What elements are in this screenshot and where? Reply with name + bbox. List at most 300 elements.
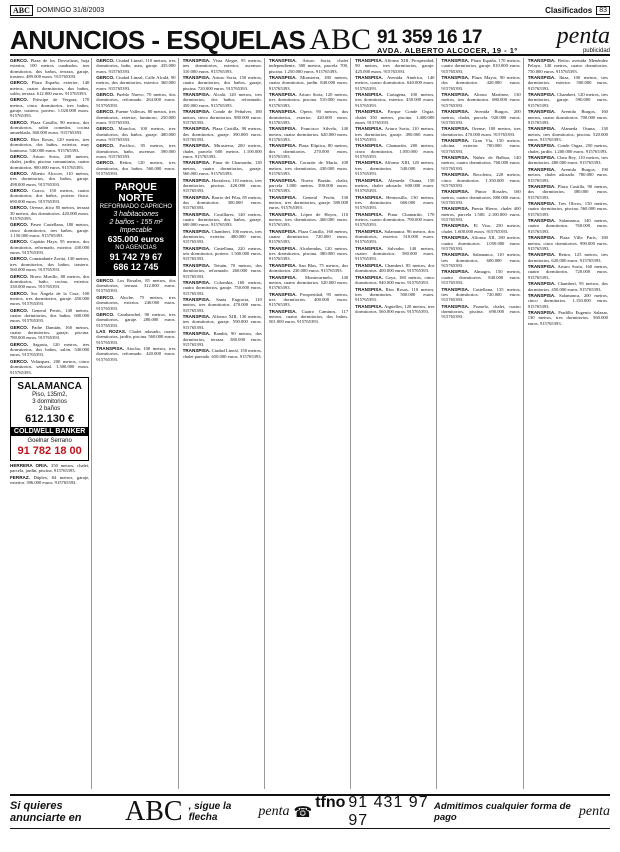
ad-keyword: TRANSPISA. (527, 166, 556, 172)
classified-column (10, 58, 92, 789)
ad-text: Chamartín, 200 metros, cinco dormitorios. 1.050.000 euros. 915765393. (355, 143, 435, 159)
ad-text: Arturo Soria, 120 metros, tres dormitorios, piscina. 510.000 euros. 915765393. (268, 92, 349, 108)
classified-ad (269, 126, 348, 142)
agency-name: penta (556, 23, 610, 49)
ad-text: Salamanca, 110 metros, tres dormitorios. 600.000 euros. 915765393. (441, 252, 521, 268)
classified-ad (96, 312, 175, 328)
classified-ad (96, 278, 175, 294)
footer-agency-logo: penta (258, 804, 290, 819)
page-number: 83 (596, 6, 610, 15)
ad-text: Orense, 100 metros, tres dormitorios. 470.000 euros. 915765393. (441, 126, 521, 137)
classified-ad (183, 92, 262, 108)
classified-ad (528, 109, 608, 125)
footer-abc-logo: ABC (124, 796, 183, 827)
ad-keyword: GERCO. (10, 324, 29, 330)
ad-text: Goya, 180 metros, cinco dormitorios. 940.000 euros. 915765393. (355, 274, 435, 286)
classified-ad (10, 154, 89, 170)
classified-ad (269, 229, 348, 245)
classified-ad (269, 212, 348, 228)
ad-keyword: TRANSPISA. (527, 143, 556, 149)
classified-column (96, 58, 178, 789)
classified-ad (96, 295, 175, 311)
ad-keyword: TRANSPISA. (527, 201, 556, 207)
classified-column (355, 58, 437, 789)
ad-text: Pueblo Nuevo, 70 metros, dos dormitorios, reformado. 264.000 euros. 915765393. (96, 92, 176, 108)
classified-ad (269, 263, 348, 274)
ad-keyword: TRANSPISA. (527, 126, 556, 132)
classified-ad (183, 195, 262, 211)
ad-keyword: GERCO. (96, 92, 115, 98)
ad-text: Cuatro Caminos, 117 metros, cuatro dormitorios, dos baños. 501.000 euros. 915765393. (268, 308, 349, 325)
display-ad-line: PARQUE NORTE (114, 182, 157, 205)
classified-ad (96, 160, 175, 176)
classified-ad (183, 263, 262, 279)
ad-text: Mirasierra, 200 metros, chalet, parcela 600 metros. 1.100.000 euros. 915765393. (182, 143, 262, 159)
ad-text: Plaza Castilla, 90 metros, dos dormitorios, salón comedor, cocina amueblada, 360.000 euros. 915765393. (10, 119, 90, 136)
ad-text: Alameda Osuna, 130 metros, tres dormitorios, piscina. 520.000 euros. 915765393. (527, 126, 608, 142)
classified-ad (441, 235, 520, 251)
ad-text: Pozuelo, chalet, cuatro dormitorios, piscina. 690.000 euros. 915765393. (441, 303, 521, 320)
classified-ad (10, 342, 89, 358)
ad-keyword: TRANSPISA. (268, 228, 297, 234)
ad-keyword: TRANSPISA. (441, 286, 470, 292)
classified-ad (528, 218, 608, 234)
masthead (10, 18, 610, 56)
ad-text: Bambú, 90 metros, dos dormitorios, terraza. 380.000 euros. 915765393. (182, 331, 262, 347)
ad-text: Núñez de Balboa, 140 metros, cuatro dormitorios. 760.000 euros. 915765393. (441, 155, 521, 171)
classified-ad (269, 178, 348, 194)
ad-keyword: TRANSPISA. (182, 314, 211, 320)
ad-keyword: GERCO. (96, 160, 115, 166)
ad-keyword: TRANSPISA. (268, 160, 297, 166)
abc-logo: ABC (309, 23, 371, 56)
footer-arrow-text: , sigue la flecha (188, 801, 232, 823)
ad-text: Tetuán, 70 metros, dos dormitorios, reformado. 260.000 euros. 915765393. (182, 262, 262, 279)
ad-keyword: TRANSPISA. (441, 92, 470, 98)
ad-keyword: GERCO. (96, 312, 115, 318)
ad-keyword: GERCO. (10, 136, 29, 142)
ad-keyword: HERRERA ORIA. (10, 462, 49, 468)
display-ad-line: Impecable (119, 227, 153, 235)
ad-text: Puerta Hierro, chalet 400 metros, parcela 1.500. 2.100.000 euros. 915765393. (441, 206, 521, 222)
ad-keyword: TRANSPISA. (182, 75, 211, 81)
ad-keyword: TRANSPISA. (441, 223, 470, 229)
ad-text: Tres Olivos, 150 metros, cuatro dormitorios, piscina. 560.000 euros. 915765393. (527, 201, 608, 217)
ad-text: Barrio del Pilar, 85 metros, dos dormitorios. 300.000 euros. 915765393. (182, 194, 262, 211)
classified-ad (10, 137, 89, 153)
ad-keyword: GERCO. (10, 188, 29, 194)
classified-ad (269, 143, 348, 159)
ad-text: Plaza Elíptica, 80 metros, dos dormitorios. 270.000 euros. 915765393. (268, 143, 349, 159)
classified-ad (183, 178, 262, 194)
ad-text: Retiro, 125 metros, tres dormitorios. 620.000 euros. 915765393. (527, 252, 608, 263)
ad-keyword: TRANSPISA. (527, 252, 556, 258)
classified-ad (441, 269, 520, 285)
top-strip-right (545, 6, 610, 15)
ad-keyword: GERCO. (96, 75, 115, 81)
classified-ad (441, 287, 520, 303)
ad-keyword: TRANSPISA. (182, 177, 211, 183)
classified-ad (10, 291, 89, 307)
ad-text: Mirasierra, 180 metros, cuatro dormitorios, jardín. 840.000 euros. 915765393. (268, 75, 349, 91)
classified-ad (441, 58, 520, 74)
classified-ad (96, 143, 175, 159)
ad-text: Velázquez, 200 metros, cinco dormitorios, señorial. 1.300.000 euros. 915765393. (10, 358, 90, 375)
ad-keyword: LAS ROZAS. (96, 329, 127, 335)
ad-text: Alberto Alcocer, 110 metros, tres dormitorios, dos baños, garaje. 498.000 euros. 915765393. (10, 171, 90, 187)
classified-ad (441, 92, 520, 108)
ad-text: Corazón de María, 100 metros, tres dormitorios. 430.000 euros. 915765393. (268, 160, 349, 177)
ad-keyword: TRANSPISA. (355, 126, 383, 132)
classified-ad (10, 205, 89, 221)
display-ad-line: Piso, 135m2, (32, 391, 68, 398)
ad-text: Retiro, 120 metros, tres dormitorios, dos baños. 560.000 euros. 915765393. (96, 160, 176, 177)
classified-ad (528, 75, 608, 91)
contact-block (377, 28, 518, 55)
ad-keyword: GERCO. (96, 277, 115, 283)
ad-keyword: TRANSPISA. (527, 264, 556, 270)
ad-text: El Viso, 250 metros, chalet. 1.600.000 euros. 915765393. (441, 223, 521, 234)
ad-keyword: TRANSPISA. (268, 245, 297, 251)
classified-ad (269, 75, 348, 91)
ad-keyword: GERCO. (10, 307, 29, 313)
ad-keyword: TRANSPISA. (268, 211, 297, 217)
ad-keyword: GERCO. (10, 290, 29, 296)
display-ad-line: 612.130 € (25, 412, 75, 425)
ad-keyword: TRANSPISA. (355, 177, 383, 183)
classified-ad (183, 143, 262, 159)
classified-ad (269, 160, 348, 176)
ad-text: Chamberí, 100 metros, tres dormitorios, exterior. 480.000 euros. 915765393. (182, 228, 262, 245)
ad-keyword: TRANSPISA. (268, 109, 297, 115)
ad-keyword: GERCO. (10, 153, 29, 159)
classified-ad (10, 97, 89, 118)
ad-keyword: TRANSPISA. (355, 303, 383, 309)
ad-text: Ríos Rosas, 110 metros, tres dormitorios. 500.000 euros. 915765393. (355, 286, 435, 303)
ad-keyword: GERCO. (10, 205, 29, 211)
ad-text: Ríos Rosas, 120 metros, tres dormitorios, dos baños, exterior, muy luminoso. 540.000 euros. 915765393. (10, 136, 90, 153)
classified-ad (10, 239, 89, 255)
classified-ad (269, 109, 348, 125)
ad-text: Ciudad Lineal, Calle Alcalá, 90 metros, dos dormitorios, exterior. 360.000 euros. 915765393. (96, 75, 176, 91)
ad-keyword: TRANSPISA. (441, 252, 470, 258)
ad-text: Castellana, 135 metros, tres dormitorios. 720.000 euros. 915765393. (441, 286, 521, 303)
ad-text: Plaza España, exterior, 140 metros, cuatro dormitorios, dos baños, salón, terraza. 612.000 euros. 915765393. (10, 80, 90, 96)
newspaper-logo-small: ABC (10, 5, 33, 16)
ad-keyword: TRANSPISA. (527, 218, 556, 224)
ad-text: Pinar Chamartín, 170 metros, cuatro dormitorios. 790.000 euros. 915765393. (355, 211, 435, 228)
ad-text: Castellana, 220 metros, seis dormitorios, portero. 1.500.000 euros. 915765393. (182, 245, 262, 262)
classified-ad (183, 314, 262, 330)
ad-text: Alcalá, 120 metros, tres dormitorios, dos baños, reformado. 450.000 euros. 915765393. (182, 92, 262, 108)
ad-text: Paseo Castellana, 180 metros, cinco dormitorios, tres baños, garaje. 1.150.000 euros. 915765393. (10, 222, 90, 238)
classified-ad (269, 292, 348, 308)
ad-keyword: TRANSPISA. (96, 346, 125, 352)
classified-ad (355, 75, 434, 91)
ad-keyword: TRANSPISA. (355, 228, 383, 234)
ad-keyword: TRANSPISA. (527, 109, 556, 115)
ad-text: Arturo Soria, 160 metros, cuatro dormitorios. 720.000 euros. 915765393. (527, 264, 608, 280)
classified-ad (183, 109, 262, 125)
ad-text: Comandante Zorita, 130 metros, tres dormitorios, dos baños, trastero. 560.000 euros. 915765393. (10, 256, 90, 273)
ad-text: Argüelles, 120 metros, tres dormitorios. 560.000 euros. 915765393. (355, 303, 435, 314)
classified-ad (269, 275, 348, 291)
ad-keyword: TRANSPISA. (527, 281, 556, 287)
classified-ad (441, 155, 520, 171)
top-strip-left (10, 5, 104, 16)
classified-ad (355, 304, 434, 315)
ad-text: Avenida Burgos, 160 metros, cuatro dormitorios. 700.000 euros. 915765393. (527, 109, 608, 125)
ad-text: Prosperidad, 95 metros, tres dormitorios. 400.000 euros. 915765393. (268, 291, 349, 308)
ad-text: General Perón, 130 metros, tres dormitorios, garaje. 580.000 euros. 915765393. (268, 194, 349, 211)
ad-text: Arturo Soria, chalet independiente, 300 metros, parcela 700, piscina. 1.250.000 euros. 915765393. (268, 58, 349, 74)
classified-ad (355, 143, 434, 159)
classified-ad (10, 58, 89, 79)
ad-keyword: TRANSPISA. (355, 211, 383, 217)
classified-ad (96, 75, 175, 91)
ad-text: Avenida América, 140 metros, cuatro dormitorios. 640.000 euros. 915765393. (355, 75, 435, 91)
ad-text: Alcobendas, 120 metros, tres dormitorios, piscina. 380.000 euros. 915765393. (268, 245, 349, 262)
ad-keyword: GERCO. (96, 58, 115, 63)
ad-text: Retiro avenida Menéndez Pelayo, 140 metros, cuatro dormitorios. 750.000 euros. 915765393. (527, 58, 608, 74)
ad-text: Ciudad Lineal, 150 metros, chalet pareado. 650.000 euros. 915765393. (182, 348, 262, 359)
classified-ad (441, 252, 520, 268)
ad-text: Puente Vallecas, 80 metros, tres dormitorios, exterior, luminoso. 250.000 euros. 915765393. (96, 109, 176, 125)
classified-ad (441, 189, 520, 205)
ad-text: Cuzco, 150 metros, cuatro dormitorios, dos baños, portero físico. 690.000 euros. 915765393. (10, 188, 90, 204)
ad-keyword: TRANSPISA. (441, 109, 470, 115)
classified-ad (528, 281, 608, 292)
ad-text: Recoletos, 220 metros, cinco dormitorios. 1.350.000 euros. 915765393. (441, 172, 521, 188)
ad-keyword: GERCO. (10, 358, 29, 364)
footer-phone-number: 91 431 97 97 (348, 794, 429, 829)
classified-ad (96, 109, 175, 125)
ad-keyword: TRANSPISA. (355, 75, 383, 81)
classified-ad (528, 310, 608, 326)
display-ad-line: 686 12 745 (113, 261, 159, 272)
classified-ad (528, 252, 608, 263)
ad-keyword: TRANSPISA. (527, 155, 556, 161)
classified-ad (441, 75, 520, 91)
classified-ad (96, 58, 175, 74)
classified-column (183, 58, 265, 789)
classified-ad (269, 309, 348, 325)
ad-keyword: TRANSPISA. (441, 269, 470, 275)
ad-text: Capitán Haya, 95 metros, dos dormitorios, reformado, exterior. 430.000 euros. 915765393. (10, 239, 90, 255)
footer-phone-label: tfno (315, 794, 346, 811)
classified-ad (10, 256, 89, 272)
ad-keyword: GERCO. (10, 256, 29, 262)
ad-keyword: GERCO. (10, 119, 29, 125)
classified-ad (528, 167, 608, 183)
ad-text: Hermosilla, 130 metros, tres dormitorios. 660.000 euros. 915765393. (355, 194, 435, 211)
classified-ad (528, 235, 608, 251)
ad-keyword: TRANSPISA. (527, 292, 556, 298)
phone-icon: ☎ (293, 804, 313, 821)
ad-keyword: TRANSPISA. (268, 58, 297, 63)
ad-keyword: TRANSPISA. (182, 211, 211, 217)
classified-ad (528, 184, 608, 200)
classified-ad (10, 222, 89, 238)
ad-text: Sor Ángela de la Cruz, 100 metros, tres dormitorios, garaje. 450.000 euros. 915765393. (10, 290, 90, 307)
classified-ad (96, 126, 175, 142)
ad-text: Salamanca, 96 metros, dos dormitorios, exterior. 510.000 euros. 915765393. (355, 228, 435, 245)
ad-keyword: TRANSPISA. (268, 92, 297, 98)
ad-keyword: TRANSPISA. (182, 126, 211, 132)
ad-keyword: TRANSPISA. (527, 235, 556, 241)
ad-text: Carabanchel, 90 metros, tres dormitorios, garaje. 280.000 euros. 915765393. (96, 312, 176, 328)
ad-keyword: TRANSPISA. (268, 143, 297, 149)
ad-keyword: TRANSPISA. (355, 194, 383, 200)
ad-text: General Perón, 140 metros, cuatro dormitorios, dos baños. 600.000 euros. 915765393. (10, 307, 90, 324)
ad-keyword: TRANSPISA. (182, 348, 211, 354)
ad-text: Hortaleza, 110 metros, tres dormitorios, piscina. 420.000 euros. 915765393. (182, 177, 262, 194)
ad-text: Gran Vía, 150 metros, oficina, exterior. 700.000 euros. 915765393. (441, 138, 521, 154)
classified-column (441, 58, 523, 789)
classified-ad (183, 297, 262, 313)
classified-ad (10, 475, 89, 486)
page-title: ANUNCIOS - ESQUELAS (10, 25, 306, 55)
display-ad-line: COLDWELL BANKER (11, 427, 88, 436)
section-name: Clasificados (545, 6, 593, 15)
display-ad-box (96, 178, 175, 276)
ad-text: Pacífico, 95 metros, tres dormitorios, baño, ascensor. 390.000 euros. 915765393. (96, 143, 176, 159)
ad-keyword: GERCO. (96, 143, 115, 149)
classified-ad (183, 75, 262, 91)
ad-keyword: TRANSPISA. (355, 286, 383, 292)
ad-keyword: TRANSPISA. (182, 331, 211, 337)
ad-text: Atocha, 100 metros, tres dormitorios, reformado. 420.000 euros. 915765393. (96, 346, 176, 362)
ad-text: Parque Conde Orgaz, chalet 350 metros, piscina. 1.400.000 euros. 915765393. (355, 109, 435, 125)
classified-ad (441, 206, 520, 222)
ad-keyword: TRANSPISA. (182, 92, 211, 98)
ad-keyword: TRANSPISA. (182, 245, 211, 251)
ad-keyword: TRANSPISA. (182, 280, 211, 286)
ad-keyword: TRANSPISA. (441, 189, 470, 195)
ad-text: Colombia, 160 metros, cuatro dormitorios, garaje. 750.000 euros. 915765393. (182, 280, 262, 296)
ad-text: Plaza Castilla, 160 metros, cuatro dormitorios. 720.000 euros. 915765393. (268, 228, 349, 245)
classified-ad (355, 178, 434, 194)
ad-keyword: TRANSPISA. (355, 262, 383, 268)
ad-text: Aluche, 75 metros, tres dormitorios, exterior. 240.000 euros. 915765393. (96, 294, 176, 311)
ad-keyword: TRANSPISA. (355, 160, 383, 166)
ad-text: Príncipe de Vergara, 170 metros, cinco dormitorios, tres baños, garaje, trastero, portero. 1.020.000 euros. 915765393. (10, 97, 90, 119)
ad-text: Plaza España, 170 metros, cuatro dormitorios, garaje. 810.000 euros. 915765393. (441, 58, 521, 74)
classified-ad (96, 92, 175, 108)
ad-text: Orense, ático 85 metros, terraza 30 metros, dos dormitorios. 420.000 euros. 915765393. (10, 205, 90, 221)
ad-text: Costillares, 140 metros, cuatro dormitorios, dos baños, garaje. 600.000 euros. 915765393. (182, 211, 262, 228)
ad-text: San Blas, 75 metros, dos dormitorios. 230.000 euros. 915765393. (268, 262, 349, 274)
display-ad-line: 3 habitaciones (113, 211, 159, 219)
ad-keyword: TRANSPISA. (268, 274, 297, 280)
ad-keyword: GERCO. (10, 80, 29, 86)
ad-keyword: TRANSPISA. (441, 126, 470, 132)
classified-ad (528, 58, 608, 74)
agency-logo (557, 24, 610, 54)
ad-text: Ciudad Lineal, 110 metros, tres dormitorios, baño, aseo, garaje. 435.000 euros. 915765393. (96, 58, 176, 74)
classified-ad (183, 160, 262, 176)
ad-text: Alfonso XIII, Prosperidad, 90 metros, tres dormitorios, garaje. 425.000 euros. 915765393. (355, 58, 435, 74)
ad-keyword: TRANSPISA. (441, 138, 470, 144)
ad-text: Plaza de los Dosvalizas, hoja exterior, 100 metros cuadrados, tres dormitorios, dos baños, terraza, garaje, trastero. 489.000 euros. 915765393. (10, 58, 90, 79)
classified-ad (183, 331, 262, 347)
classified-ad (355, 126, 434, 142)
ad-keyword: TRANSPISA. (182, 228, 211, 234)
classified-ad (269, 58, 348, 74)
classified-ad (355, 92, 434, 108)
ad-text: Francisco Silvela, 140 metros, cuatro dormitorios. 620.000 euros. 915765393. (268, 126, 349, 142)
classified-ad (528, 264, 608, 280)
ad-text: Alfonso XII, 180 metros, cuatro dormitorios. 1.050.000 euros. 915765393. (441, 235, 521, 251)
ad-text: Almagro, 150 metros, cuatro dormitorios. 840.000 euros. 915765393. (441, 269, 521, 286)
classified-ad (528, 92, 608, 108)
ad-text: Avenida Burgos, 190 metros, chalet adosado. 780.000 euros. 915765393. (527, 166, 608, 183)
ad-keyword: GERCO. (10, 58, 29, 63)
ad-keyword: TRANSPISA. (355, 245, 383, 251)
ad-keyword: TRANSPISA. (355, 274, 383, 280)
classified-ad (355, 58, 434, 74)
display-ad-line: SALAMANCA (17, 380, 82, 392)
classified-ad (10, 359, 89, 375)
ad-keyword: TRANSPISA. (355, 109, 383, 115)
ad-keyword: TRANSPISA. (268, 194, 297, 200)
ad-keyword: TRANSPISA. (355, 58, 383, 63)
classified-ad (10, 463, 89, 474)
classified-ad (96, 346, 175, 362)
classified-ad (441, 138, 520, 154)
display-ad-line: 635.000 euros (107, 234, 165, 245)
ad-text: Opera, 90 metros, dos dormitorios, exterior. 420.000 euros. 915765393. (268, 109, 349, 125)
classified-ad (183, 229, 262, 245)
ad-text: Alfonso XIII, 120 metros, tres dormitorios. 540.000 euros. 915765393. (355, 160, 435, 177)
ad-text: Pintor Rosales, 160 metros, cuatro dormitorios. 880.000 euros. 915765393. (441, 189, 521, 205)
classified-ad (528, 293, 608, 309)
ad-text: Arturo Soria, 110 metros, tres dormitorios, garaje. 490.000 euros. 915765393. (355, 126, 435, 142)
ad-keyword: TRANSPISA. (441, 235, 470, 241)
classified-ad (528, 155, 608, 166)
ad-keyword: TRANSPISA. (527, 75, 556, 81)
footer-phone (315, 794, 434, 830)
ad-text: Conde de Peñalver, 180 metros, cinco dormitorios. 980.000 euros. 915765393. (182, 109, 262, 125)
ad-text: Chalet adosado, cuatro dormitorios, jardín, piscina. 560.000 euros. 915765393. (96, 329, 176, 345)
ad-keyword: TRANSPISA. (441, 155, 470, 161)
ad-keyword: TRANSPISA. (527, 184, 556, 190)
classified-ad (441, 126, 520, 137)
ad-keyword: TRANSPISA. (441, 206, 470, 212)
ad-text: Montecarmelo, 140 metros, cuatro dormitorios. 520.000 euros. 915765393. (268, 274, 349, 291)
issue-date: DOMINGO 31/8/2003 (36, 7, 105, 14)
ad-keyword: TRANSPISA. (182, 297, 211, 303)
ad-text: Padre Damián, 160 metros, cuatro dormitorios, garaje, piscina. 780.000 euros. 915765393. (10, 324, 90, 341)
ad-keyword: TRANSPISA. (268, 177, 297, 183)
display-ad-line: 2 baños (38, 405, 61, 412)
ad-text: Dúplex, 84 metros, garaje, exterior. 396.000 euros. 915765393. (10, 474, 90, 485)
agency-subtitle: publicidad (582, 48, 610, 54)
ad-keyword: GERCO. (96, 126, 115, 132)
display-ad-line: 2 baños - 155 m² (109, 219, 163, 227)
ad-keyword: TRANSPISA. (355, 92, 383, 98)
display-ad-line: REFORMADO CAPRICHO (99, 204, 173, 211)
ad-text: López de Hoyos, 110 metros, tres dormitorios. 460.000 euros. 915765393. (268, 211, 349, 228)
ad-text: Moncloa, 100 metros, tres dormitorios, dos baños, garaje. 480.000 euros. 915765393. (96, 126, 176, 142)
ad-text: Sagasta, 120 metros, tres dormitorios, dos baños, salón. 540.000 euros. 915765393. (10, 341, 90, 358)
contact-phone: 91 359 16 17 (377, 26, 482, 48)
classifieds-columns (10, 58, 610, 789)
ad-text: Plaza Mayor, 90 metros, dos dormitorios. 420.000 euros. 915765393. (441, 75, 521, 91)
ad-keyword: TRANSPISA. (268, 75, 297, 81)
contact-address: AVDA. ALBERTO ALCOCER, 19 - 1º (377, 45, 518, 55)
ad-text: Chamberí, 85 metros, dos dormitorios. 400.000 euros. 915765393. (355, 262, 435, 274)
